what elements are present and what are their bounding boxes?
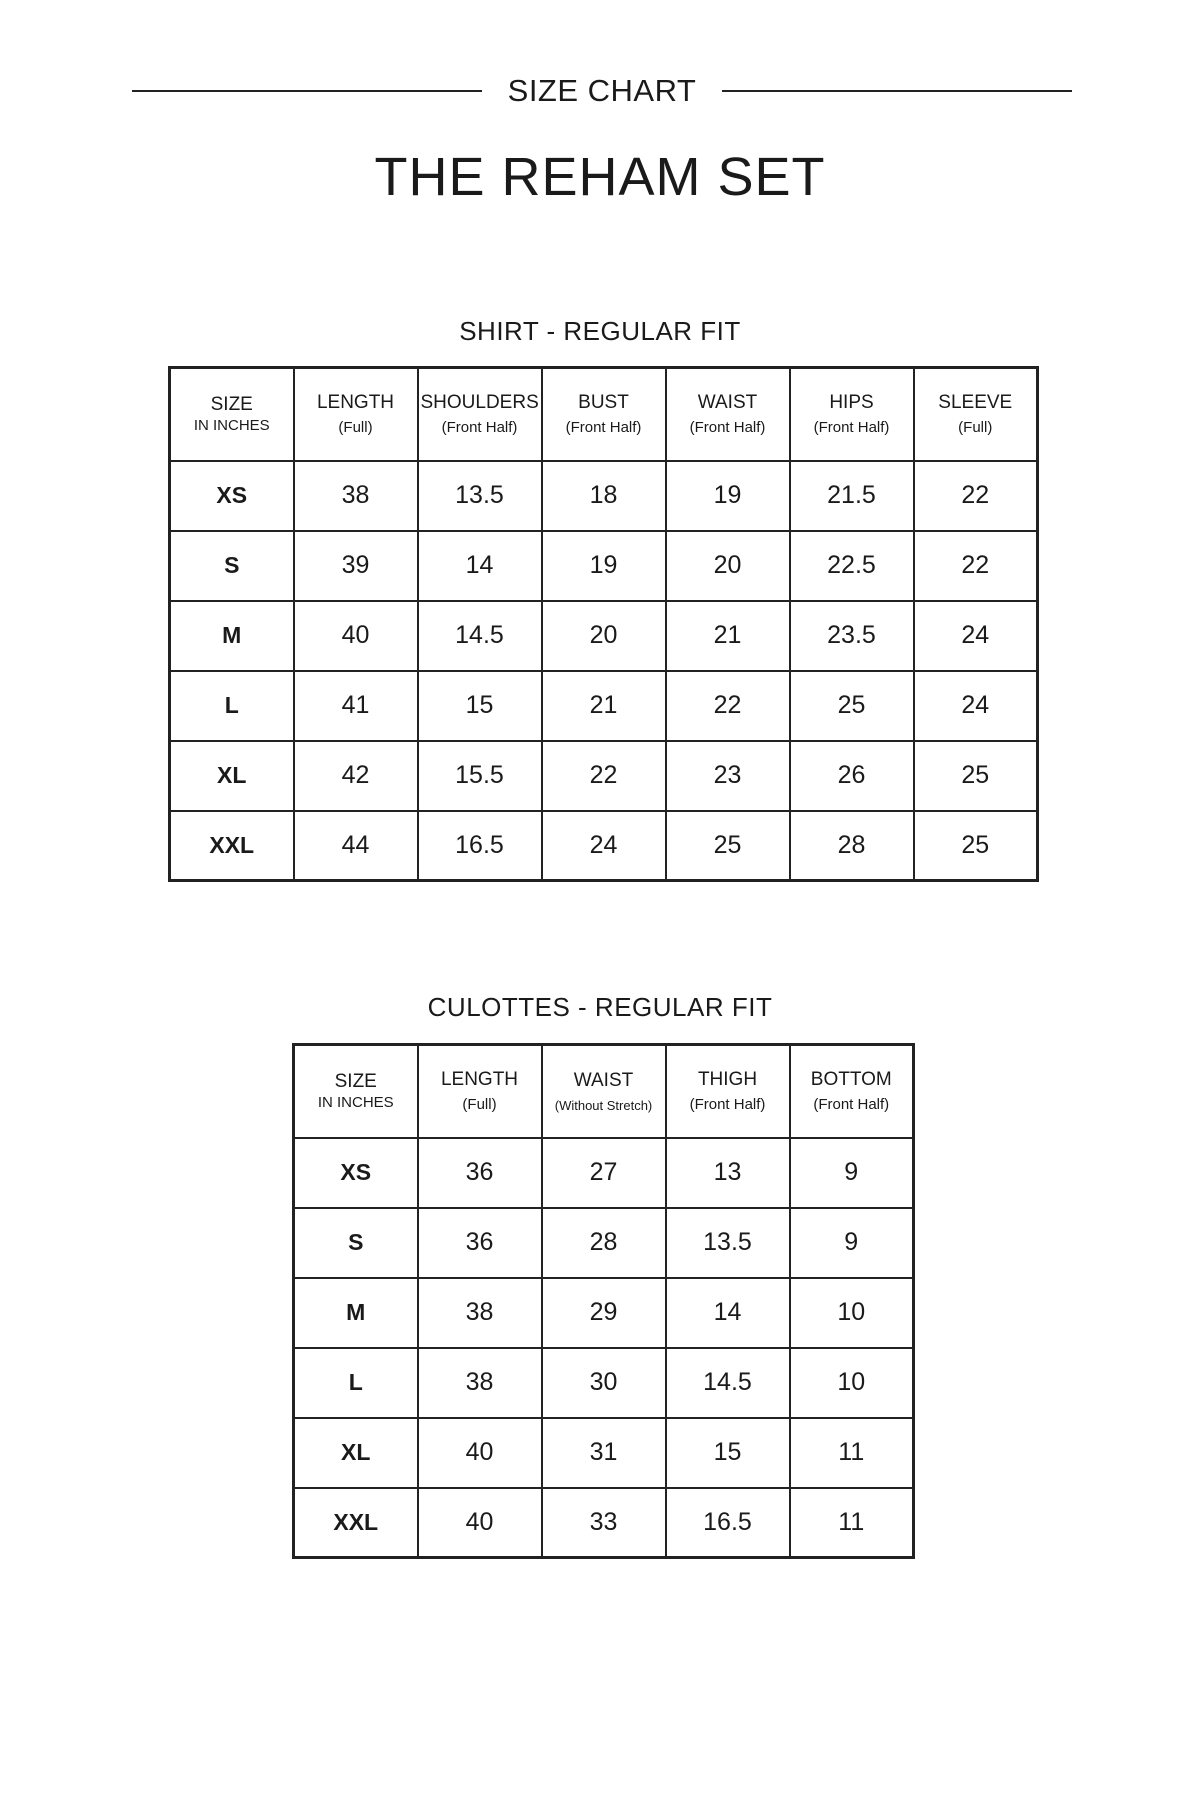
size-cell: XXL — [294, 1488, 418, 1558]
header-divider-left — [132, 90, 482, 92]
table-cell: 22 — [542, 741, 666, 811]
column-header-bust — [542, 368, 666, 461]
column-header-label: SIZE — [334, 1070, 377, 1092]
table-cell: 16.5 — [418, 811, 542, 881]
table-row — [170, 671, 1038, 741]
table-cell: 14 — [418, 531, 542, 601]
table-cell: 22 — [914, 531, 1038, 601]
table-cell: 25 — [666, 811, 790, 881]
table-cell: 38 — [418, 1348, 542, 1418]
column-header-label: BOTTOM — [810, 1068, 892, 1090]
table-cell: 15.5 — [418, 741, 542, 811]
table-cell: 36 — [418, 1138, 542, 1208]
table-cell: 21 — [542, 671, 666, 741]
table-cell: 14.5 — [666, 1348, 790, 1418]
column-header-sub: (Full) — [462, 1096, 497, 1114]
table-row — [170, 461, 1038, 531]
table-cell: 41 — [294, 671, 418, 741]
table-cell: 22 — [914, 461, 1038, 531]
table-cell: 22.5 — [790, 531, 914, 601]
table-cell: 23 — [666, 741, 790, 811]
column-header-label: LENGTH — [440, 1068, 519, 1090]
column-header-waist — [666, 368, 790, 461]
table-row — [170, 531, 1038, 601]
column-header-length — [294, 368, 418, 461]
culottes-table-title: CULOTTES - REGULAR FIT — [427, 992, 773, 1022]
size-chart-label: SIZE CHART — [507, 73, 697, 108]
table-cell: 10 — [790, 1348, 914, 1418]
table-cell: 42 — [294, 741, 418, 811]
table-cell: 38 — [294, 461, 418, 531]
column-header-shoulders — [418, 368, 542, 461]
column-header-sleeve — [914, 368, 1038, 461]
table-cell: 9 — [790, 1138, 914, 1208]
table-cell: 16.5 — [666, 1488, 790, 1558]
table-cell: 13.5 — [666, 1208, 790, 1278]
table-cell: 25 — [914, 811, 1038, 881]
table-cell: 31 — [542, 1418, 666, 1488]
table-cell: 25 — [914, 741, 1038, 811]
table-row — [170, 601, 1038, 671]
column-header-sub: (Without Stretch) — [554, 1097, 653, 1113]
table-cell: 28 — [542, 1208, 666, 1278]
column-header-sub: IN INCHES — [317, 1094, 394, 1112]
table-cell: 39 — [294, 531, 418, 601]
table-row — [294, 1208, 914, 1278]
table-cell: 21 — [666, 601, 790, 671]
table-cell: 14.5 — [418, 601, 542, 671]
table-cell: 44 — [294, 811, 418, 881]
shirt-table-title: SHIRT - REGULAR FIT — [459, 316, 741, 346]
column-header-waist — [542, 1045, 666, 1138]
size-cell: S — [170, 531, 294, 601]
table-cell: 21.5 — [790, 461, 914, 531]
size-chart-header — [132, 70, 1072, 112]
table-cell: 28 — [790, 811, 914, 881]
size-cell: XL — [294, 1418, 418, 1488]
size-cell: S — [294, 1208, 418, 1278]
table-cell: 10 — [790, 1278, 914, 1348]
table-cell: 29 — [542, 1278, 666, 1348]
table-cell: 20 — [666, 531, 790, 601]
table-cell: 40 — [294, 601, 418, 671]
column-header-sub: (Front Half) — [689, 1096, 766, 1114]
table-row — [294, 1488, 914, 1558]
column-header-label: SLEEVE — [938, 391, 1013, 413]
size-cell: L — [170, 671, 294, 741]
table-row — [170, 811, 1038, 881]
table-cell: 30 — [542, 1348, 666, 1418]
table-cell: 36 — [418, 1208, 542, 1278]
table-cell: 14 — [666, 1278, 790, 1348]
table-cell: 40 — [418, 1488, 542, 1558]
column-header-thigh — [666, 1045, 790, 1138]
column-header-label: HIPS — [829, 391, 874, 413]
table-cell: 22 — [666, 671, 790, 741]
column-header-sub: IN INCHES — [193, 417, 270, 435]
column-header-sub: (Front Half) — [813, 419, 890, 437]
column-header-label: THIGH — [697, 1068, 758, 1090]
table-row — [294, 1418, 914, 1488]
column-header-label: WAIST — [573, 1069, 634, 1091]
table-cell: 9 — [790, 1208, 914, 1278]
table-cell: 18 — [542, 461, 666, 531]
shirt-size-table — [168, 366, 1039, 882]
column-header-sub: (Front Half) — [441, 419, 518, 437]
column-header-sub: (Full) — [338, 419, 373, 437]
table-row — [294, 1348, 914, 1418]
size-cell: L — [294, 1348, 418, 1418]
table-cell: 23.5 — [790, 601, 914, 671]
table-cell: 19 — [542, 531, 666, 601]
column-header-label: SHOULDERS — [420, 391, 539, 413]
table-header-row — [170, 368, 1038, 461]
table-cell: 27 — [542, 1138, 666, 1208]
size-cell: XXL — [170, 811, 294, 881]
column-header-sub: (Front Half) — [813, 1096, 890, 1114]
column-header-sub: (Front Half) — [565, 419, 642, 437]
table-cell: 15 — [418, 671, 542, 741]
column-header-label: SIZE — [210, 393, 253, 415]
table-cell: 38 — [418, 1278, 542, 1348]
column-header-hips — [790, 368, 914, 461]
page-title: THE REHAM SET — [374, 147, 826, 207]
table-cell: 13 — [666, 1138, 790, 1208]
table-cell: 13.5 — [418, 461, 542, 531]
table-cell: 40 — [418, 1418, 542, 1488]
table-cell: 24 — [542, 811, 666, 881]
table-cell: 20 — [542, 601, 666, 671]
table-cell: 11 — [790, 1488, 914, 1558]
table-cell: 24 — [914, 601, 1038, 671]
column-header-bottom — [790, 1045, 914, 1138]
column-header-sub: (Front Half) — [689, 419, 766, 437]
table-row — [170, 741, 1038, 811]
table-cell: 19 — [666, 461, 790, 531]
table-row — [294, 1278, 914, 1348]
table-cell: 26 — [790, 741, 914, 811]
table-cell: 25 — [790, 671, 914, 741]
size-cell: M — [170, 601, 294, 671]
column-header-size — [294, 1045, 418, 1138]
size-cell: XL — [170, 741, 294, 811]
header-divider-right — [722, 90, 1072, 92]
table-cell: 33 — [542, 1488, 666, 1558]
table-cell: 11 — [790, 1418, 914, 1488]
table-row — [294, 1138, 914, 1208]
column-header-length — [418, 1045, 542, 1138]
table-cell: 15 — [666, 1418, 790, 1488]
column-header-label: LENGTH — [316, 391, 395, 413]
size-cell: M — [294, 1278, 418, 1348]
size-cell: XS — [170, 461, 294, 531]
column-header-sub: (Full) — [958, 419, 993, 437]
column-header-label: BUST — [578, 391, 629, 413]
column-header-label: WAIST — [697, 391, 758, 413]
size-cell: XS — [294, 1138, 418, 1208]
table-header-row — [294, 1045, 914, 1138]
table-cell: 24 — [914, 671, 1038, 741]
culottes-size-table — [292, 1043, 915, 1559]
column-header-size — [170, 368, 294, 461]
